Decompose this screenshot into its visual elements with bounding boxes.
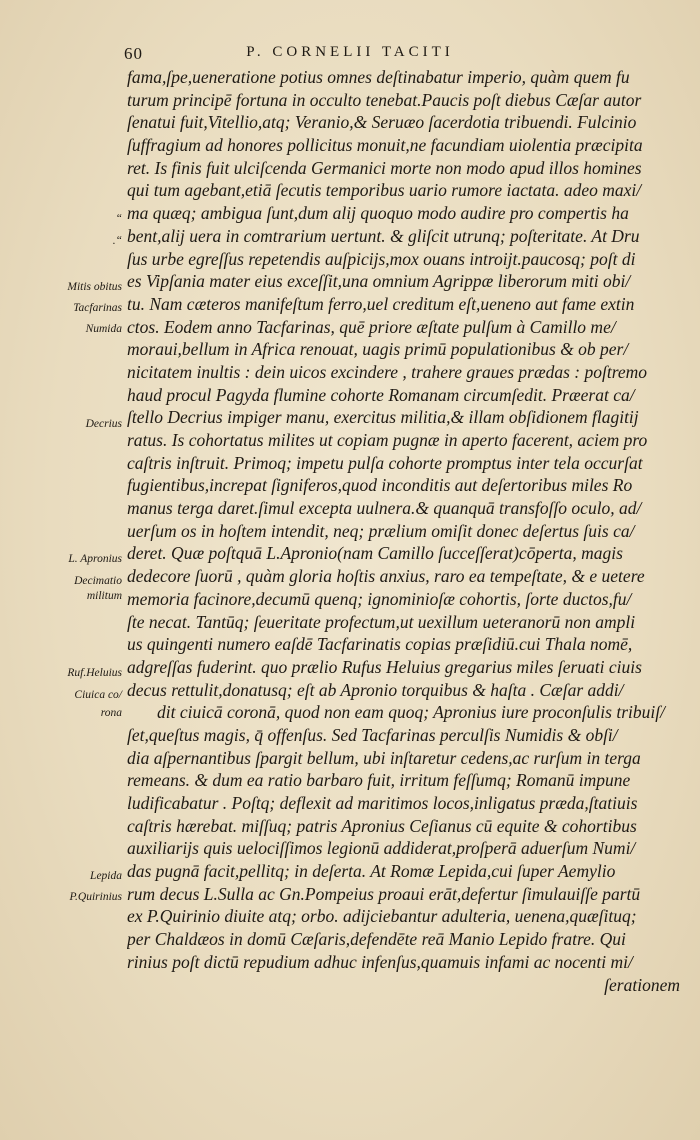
marginal-note: Decimatio <box>74 575 122 587</box>
body-text <box>127 66 680 996</box>
text-line: auxiliarijs quis uelociſſimos legionū addiderat,proſperā aduerſum Numi/ <box>127 838 636 859</box>
text-line: ex P.Quirinio diuite atq; orbo. adijciebantur adulteria, uenena,quæſituq; <box>127 906 637 927</box>
text-line: ret. Is finis fuit ulciſcenda Germanici morte non modo apud illos homines <box>127 157 642 178</box>
text-line: es Vipſania mater eius exceſſit,una omnium Agrippæ liberorum miti obi/ <box>127 271 631 292</box>
text-line: dedecore ſuorū , quàm gloria hoſtis anxius, raro ea tempeſtate, & e uetere <box>127 566 645 587</box>
text-line: ſte necat. Tantūq; ſeueritate profectum,ut uexillum ueteranorū non ampli <box>127 611 636 632</box>
text-line: ſus urbe egreſſus repetendis auſpicijs,mox ouans introijt.paucosq; poſt di <box>127 248 636 269</box>
page-number: 60 <box>124 44 143 63</box>
marginal-note: rona <box>100 707 122 719</box>
marginal-note: Lepida <box>90 870 122 882</box>
text-line: fama,ſpe,ueneratione potius omnes deſtinabatur imperio, quàm quem fu <box>127 67 630 87</box>
text-line: us quingenti numero eaſdē Tacfarinatis copias præſidiū.cui Thala nomē, <box>127 634 633 655</box>
text-line: rinius poſt dictū repudium adhuc infenſus,quamuis infami ac nocenti mi/ <box>127 951 633 972</box>
text-line: nicitatem inultis : dein uicos excindere , trahere graues prædas : poſtremo <box>127 361 648 382</box>
text-line: ludificabatur . Poſtq; deflexit ad maritimos locos,inligatus præda,ſtatiuis <box>127 793 638 813</box>
text-line: turum principē fortuna in occulto tenebat.Paucis poſt diebus Cæſar autor <box>127 89 642 110</box>
text-line: das pugnā facit,pellitq; in deſerta. At Romæ Lepida,cui ſuper Aemylio <box>127 861 616 882</box>
running-head: P. CORNELII TACITI <box>246 44 454 60</box>
text-line: tu. Nam cæteros manifeſtum ferro,uel creditum eſt,ueneno aut fame extin <box>127 293 635 314</box>
catchword: ſerationem <box>604 974 680 995</box>
text-line: ſtello Decrius impiger manu, exercitus militia,& illam obſidionem flagitij <box>127 407 639 428</box>
text-line: ratus. Is cohortatus milites ut copiam pugnæ in aperto facerent, aciem pro <box>127 430 648 450</box>
text-line: decus rettulit,donatusq; eſt ab Apronio torquibus & haſta . Cæſar addi/ <box>127 679 624 700</box>
marginal-note: Numida <box>85 323 122 335</box>
marginal-note: Tacfarinas <box>73 302 122 314</box>
marginal-note: Mitis obitus <box>67 281 122 293</box>
text-line: deret. Quæ poſtquā L.Apronio(nam Camillo ſucceſſerat)cōperta, magis <box>127 543 623 564</box>
text-line: haud procul Pagyda flumine cohorte Romanam circumſedit. Præerat ca/ <box>127 384 635 405</box>
marginal-note: Ciuica co/ <box>74 689 122 701</box>
text-line: uerſum os in hoſtem intendit, neq; prælium omiſit donec deſertus ſuis ca/ <box>127 520 635 541</box>
text-line: ſet,queſtus magis, q̄ offenſus. Sed Tacfarinas perculſis Numidis & obſi/ <box>127 724 618 745</box>
text-line: moraui,bellum in Africa renouat, uagis primū populationibus & ob per/ <box>127 339 629 360</box>
text-line: fugientibus,increpat ſigniferos,quod inconditis aut deſertoribus miles Ro <box>127 475 633 496</box>
text-line: per Chaldæos in domū Cæſaris,defendēte reā Manio Lepido fratre. Qui <box>127 929 626 950</box>
marginal-note: P.Quirinius <box>69 891 122 903</box>
text-line: dit ciuicā coronā, quod non eam quoq; Apronius iure proconſulis tribuiſ/ <box>157 702 665 723</box>
text-line: caſtris inſtruit. Primoq; impetu pulſa cohorte promptus inter tela occurſat <box>127 452 643 473</box>
text-line: ſuffragium ad honores pollicitus monuit,ne facundiam uiolentia præcipita <box>127 135 643 156</box>
marginal-note: militum <box>86 590 122 602</box>
text-line: ctos. Eodem anno Tacfarinas, quē priore æſtate pulſum à Camillo me/ <box>127 316 616 337</box>
marginal-note: Ruf.Heluius <box>67 667 122 679</box>
text-line: rum decus L.Sulla ac Gn.Pompeius proaui erāt,defertur ſimulauiſſe partū <box>127 883 641 904</box>
text-line: memoria facinore,decumū quenq; ignominioſæ cohortis, ſorte ductos,fu/ <box>127 588 632 609</box>
text-line: ma quæq; ambigua ſunt,dum alij quoquo modo audire pro compertis ha <box>127 203 629 224</box>
text-line: adgreſſas fuderint. quo prælio Rufus Heluius gregarius miles ſeruati ciuis <box>127 656 642 677</box>
text-line: manus terga daret.ſimul excepta uulnera.& quanquā transfoſſo oculo, ad/ <box>127 498 642 519</box>
text-line: ſenatui fuit,Vitellio,atq; Veranio,& Seruæo ſacerdotia tribuendi. Fulcinio <box>127 112 637 133</box>
marginal-note: L. Apronius <box>68 553 122 565</box>
text-line: remeans. & dum ea ratio barbaro fuit, irritum feſſumq; Romanū impune <box>127 770 631 791</box>
text-line: dia aſpernantibus ſpargit bellum, ubi inſtaretur cedens,ac rurſum in terga <box>127 747 641 768</box>
text-line: bent,alij uera in comtrarium uertunt. & gliſcit utrunq; poſteritate. At Dru <box>127 225 640 246</box>
text-line: qui tum agebant,etiā ſecutis temporibus uario rumore iactata. adeo maxi/ <box>127 180 642 201</box>
marginal-note: Decrius <box>85 418 122 430</box>
quote-mark: “ <box>115 213 122 225</box>
quote-mark: .“ <box>112 235 122 247</box>
text-line: caſtris hærebat. miſſuq; patris Apronius Ceſianus cū equite & cohortibus <box>127 815 637 836</box>
margin-column <box>0 0 125 1140</box>
